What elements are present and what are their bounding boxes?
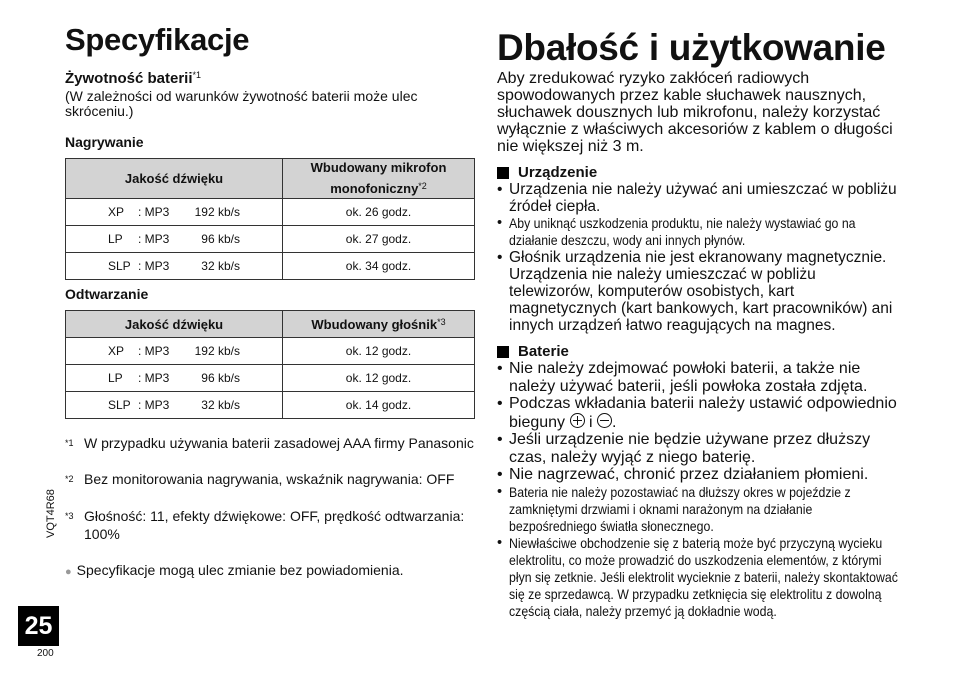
table-header-row [66, 159, 475, 199]
bullet-icon: • [497, 181, 503, 198]
table-header-text: Wbudowany mikrofon monofoniczny [310, 160, 447, 196]
table-cell-time: ok. 34 godz. [283, 253, 475, 280]
footnote [65, 470, 475, 488]
battery-life-heading-text: Żywotność baterii [65, 70, 193, 87]
list-item [497, 215, 902, 249]
list-item [497, 535, 902, 620]
table-header-speaker [283, 311, 475, 338]
list-item [497, 181, 902, 215]
quality-bitrate: 32 kb/s [201, 398, 240, 412]
quality-mode: LP [108, 232, 123, 246]
list-item [497, 249, 902, 334]
table-row [66, 226, 475, 253]
table-cell-time: ok. 12 godz. [283, 338, 475, 365]
bullet-icon: • [497, 431, 503, 448]
table-header-text: Wbudowany głośnik [311, 316, 438, 332]
quality-bitrate: 96 kb/s [201, 371, 240, 385]
table-cell-quality [66, 365, 283, 392]
table-cell-quality [66, 226, 283, 253]
table-cell-time: ok. 14 godz. [283, 392, 475, 419]
recording-table [65, 158, 475, 280]
page-title-specifications: Specyfikacje [65, 22, 250, 57]
quality-bitrate: 192 kb/s [194, 344, 240, 358]
table-row [66, 365, 475, 392]
quality-mode: LP [108, 371, 123, 385]
footnote-marker: *3 [437, 316, 446, 327]
quality-format: : MP3 [138, 259, 170, 273]
list-item-text: Aby uniknąć uszkodzenia produktu, nie należy wystawiać go na działanie deszczu, wody ani innych płynów. [509, 215, 856, 248]
footnote-marker: *1 [192, 70, 202, 80]
list-item [497, 395, 902, 431]
table-cell-quality [66, 253, 283, 280]
battery-bullet-list [497, 360, 902, 620]
table-cell-time: ok. 12 godz. [283, 365, 475, 392]
footnote-marker: *1 [65, 438, 74, 448]
model-code: VQT4R68 [45, 489, 57, 538]
footnote-text: W przypadku używania baterii zasadowej AAA firmy Panasonic [84, 435, 474, 451]
care-intro: Aby zredukować ryzyko zakłóceń radiowych spowodowanych przez kable słuchawek nausznych, słuchawek dousznych lub mikrofonu, należy korzystać wyłącznie z właściwych akcesoriów z kablem o długości nie większej niż 3 m. [497, 70, 893, 155]
playback-heading: Odtwarzanie [65, 286, 149, 302]
table-row [66, 392, 475, 419]
battery-life-heading [65, 70, 201, 87]
table-cell-quality [66, 199, 283, 226]
quality-format: : MP3 [138, 232, 170, 246]
quality-bitrate: 32 kb/s [201, 259, 240, 273]
footnote-marker: *2 [418, 181, 427, 191]
bullet-icon: • [497, 360, 503, 377]
footnote-marker: *2 [65, 474, 74, 484]
list-item-text: Podczas wkładania baterii należy ustawić odpowiednio bieguny [509, 395, 897, 431]
table-header-microphone [283, 159, 475, 199]
footnote-text: Głośność: 11, efekty dźwiękowe: OFF, prędkość odtwarzania: 100% [84, 508, 465, 542]
square-bullet-icon [497, 346, 509, 358]
page-number: 25 [18, 606, 59, 646]
specification-note-text: Specyfikacje mogą ulec zmianie bez powiadomienia. [76, 562, 404, 578]
table-cell-time: ok. 26 godz. [283, 199, 475, 226]
list-item [497, 431, 902, 466]
table-cell-quality [66, 392, 283, 419]
quality-mode: XP [108, 344, 125, 358]
bullet-dot-icon: ● [65, 566, 72, 578]
table-cell-time: ok. 27 godz. [283, 226, 475, 253]
list-item [497, 466, 902, 484]
quality-mode: SLP [108, 259, 131, 273]
footnote-text: Bez monitorowania nagrywania, wskaźnik nagrywania: OFF [84, 471, 455, 487]
page-title-care: Dbałość i użytkowanie [497, 27, 886, 68]
quality-mode: XP [108, 205, 125, 219]
footnote-marker: *3 [65, 511, 74, 521]
bullet-icon: • [497, 215, 503, 231]
table-row [66, 253, 475, 280]
quality-format: : MP3 [138, 398, 170, 412]
list-item-text: Nie nagrzewać, chronić przez działaniem płomieni. [509, 466, 869, 483]
list-item-text: Niewłaściwe obchodzenie się z baterią może być przyczyną wycieku elektrolitu, co może prowadzić do uszkodzenia elementów, z którymi płyn się zetknie. Jeśli elektrolit wycieknie z baterii, należy skontaktować się ze sprzedawcą. W przypadku zetknięcia się elektrolitu z dowolną częścią ciała, należy przemyć ją dokładnie wodą. [509, 534, 898, 619]
list-item-text: Nie należy zdejmować powłoki baterii, a także nie należy używać baterii, jeśli powłoka została zdjęta. [509, 360, 868, 395]
square-bullet-icon [497, 167, 509, 179]
device-section-heading [497, 164, 597, 181]
bullet-icon: • [497, 466, 503, 483]
battery-section-heading-text: Baterie [518, 343, 569, 360]
footnote [65, 507, 475, 543]
bullet-icon: • [497, 249, 503, 266]
list-item [497, 360, 902, 395]
list-item-text: Urządzenia nie należy używać ani umieszczać w pobliżu źródeł ciepła. [509, 181, 897, 215]
list-item-text: Głośnik urządzenia nie jest ekranowany magnetycznie. Urządzenia nie należy umieszczać w pobliżu telewizorów, komputerów osobistych, kart magnetycznych (kart bankowych, kart pracowników) ani innych urządzeń łatwo reagujących na magnes. [509, 249, 893, 334]
quality-mode: SLP [108, 398, 131, 412]
table-header-row [66, 311, 475, 338]
quality-bitrate: 96 kb/s [201, 232, 240, 246]
device-section-heading-text: Urządzenie [518, 164, 598, 181]
battery-section-heading [497, 343, 569, 360]
list-item-text: Jeśli urządzenie nie będzie używane przez dłuższy czas, należy wyjąć z niego baterię. [509, 431, 871, 466]
quality-format: : MP3 [138, 205, 170, 219]
device-bullet-list [497, 181, 902, 334]
table-cell-quality [66, 338, 283, 365]
table-row [66, 199, 475, 226]
footnote [65, 434, 475, 452]
minus-circle-icon [597, 413, 612, 428]
quality-bitrate: 192 kb/s [194, 205, 240, 219]
specification-note [65, 562, 404, 578]
bullet-icon: • [497, 534, 503, 551]
table-row [66, 338, 475, 365]
polarity-end: . [611, 413, 617, 431]
table-header-quality: Jakość dźwięku [66, 159, 283, 199]
playback-table [65, 310, 475, 419]
table-header-quality: Jakość dźwięku [66, 311, 283, 338]
polarity-joiner: i [588, 413, 593, 431]
battery-life-note: (W zależności od warunków żywotność baterii może ulec skróceniu.) [65, 88, 418, 119]
bullet-icon: • [497, 395, 503, 412]
page-sub-number: 200 [37, 648, 54, 659]
recording-heading: Nagrywanie [65, 134, 144, 150]
bullet-icon: • [497, 483, 503, 500]
quality-format: : MP3 [138, 371, 170, 385]
quality-format: : MP3 [138, 344, 170, 358]
list-item [497, 484, 902, 535]
list-item-text: Bateria nie należy pozostawiać na dłuższy okres w pojeździe z zamkniętymi drzwiami i oknami narażonym na działanie bezpośredniego światła słonecznego. [509, 483, 851, 534]
plus-circle-icon [570, 413, 585, 428]
